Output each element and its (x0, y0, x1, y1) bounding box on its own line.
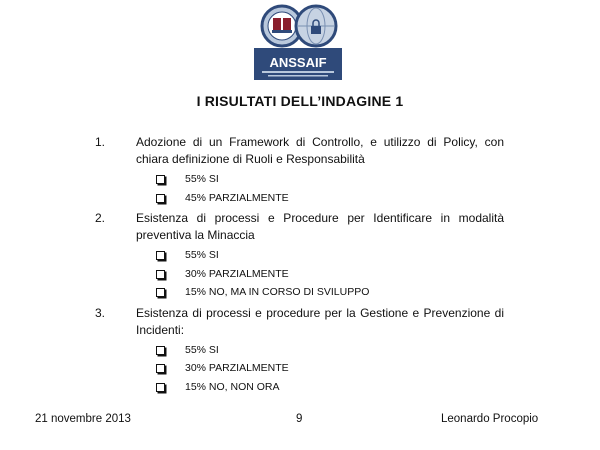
sub-item-text: 30% PARZIALMENTE (185, 267, 289, 280)
logo-text: ANSSAIF (269, 55, 327, 70)
list-item (0, 210, 600, 302)
sub-item (156, 189, 600, 208)
item-text: Esistenza di processi e procedure per la Gestione e Prevenzione di Incidenti: (136, 305, 504, 337)
item-number: 3. (95, 305, 106, 320)
checkbox-bullet-icon (156, 175, 165, 184)
sub-list (0, 170, 600, 207)
anssaif-logo (254, 4, 342, 80)
footer-author: Leonardo Procopio (441, 413, 539, 425)
sub-item (156, 341, 600, 360)
sub-list (0, 246, 600, 302)
checkbox-bullet-icon (156, 288, 165, 297)
sub-item-text: 55% SI (185, 343, 219, 356)
item-text: Adozione di un Framework di Controllo, e utilizzo di Policy, con chiara definizione di Ruoli e Responsabilità (136, 135, 504, 166)
sub-item-text: 45% PARZIALMENTE (185, 191, 289, 204)
sub-list (0, 341, 600, 397)
sub-item (156, 265, 600, 284)
footer-date: 21 novembre 2013 (35, 413, 131, 425)
checkbox-bullet-icon (156, 194, 165, 203)
results-list (0, 134, 600, 399)
checkbox-bullet-icon (156, 364, 165, 373)
sub-item (156, 283, 600, 302)
sub-item (156, 170, 600, 189)
slide-title: I RISULTATI DELL’INDAGINE 1 (196, 93, 404, 109)
sub-item-text: 55% SI (185, 249, 219, 261)
sub-item-text: 15% NO, NON ORA (185, 380, 280, 393)
checkbox-bullet-icon (156, 270, 165, 279)
sub-item (156, 378, 600, 397)
checkbox-bullet-icon (156, 346, 165, 355)
sub-item-text: 55% SI (185, 173, 219, 185)
list-item (0, 134, 600, 207)
checkbox-bullet-icon (156, 251, 165, 260)
sub-item (156, 359, 600, 378)
list-item (0, 305, 600, 397)
sub-item-text: 30% PARZIALMENTE (185, 362, 289, 374)
item-text: Esistenza di processi e Procedure per Identificare in modalità preventiva la Minaccia (136, 211, 504, 242)
item-number: 2. (95, 211, 106, 225)
footer-page-number: 9 (296, 413, 303, 425)
sub-item (156, 246, 600, 265)
item-number: 1. (95, 135, 106, 149)
checkbox-bullet-icon (156, 383, 165, 392)
sub-item-text: 15% NO, MA IN CORSO DI SVILUPPO (185, 286, 370, 298)
